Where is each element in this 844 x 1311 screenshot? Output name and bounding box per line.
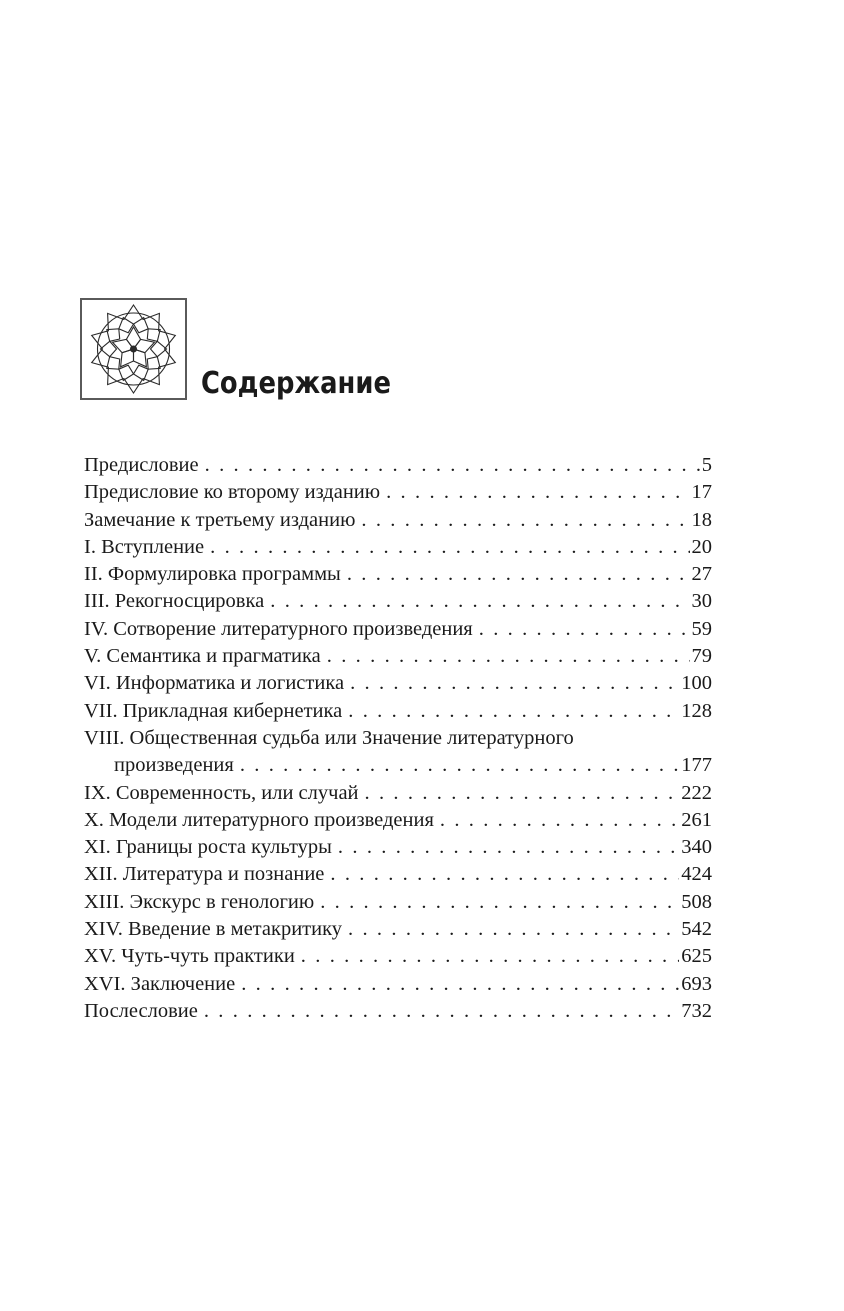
- toc-entry-title: XIV. Введение в метакритику: [84, 918, 343, 941]
- toc-page-number: 177: [681, 754, 712, 777]
- toc-entry-title: V. Семантика и прагматика: [84, 645, 321, 668]
- dot-leader: [332, 834, 679, 861]
- toc-entry[interactable]: [84, 807, 712, 834]
- toc-entry-title: IV. Сотворение литературного произведения: [84, 617, 473, 640]
- toc-page-number: 100: [681, 672, 712, 695]
- dot-leader: [314, 889, 679, 916]
- toc-entry-title: Замечание к третьему изданию: [84, 508, 356, 531]
- toc-entry-title: VI. Информатика и логистика: [84, 672, 345, 695]
- toc-entry[interactable]: [84, 834, 712, 861]
- toc-entry-title: Предисловие ко второму изданию: [84, 481, 381, 504]
- ornament-graphic: [82, 300, 185, 398]
- dot-leader: [434, 807, 679, 834]
- toc-page-number: 625: [681, 945, 712, 968]
- toc-entry-title: XII. Литература и познание: [84, 863, 325, 886]
- toc-entry[interactable]: [84, 889, 712, 916]
- toc-entry[interactable]: [84, 588, 712, 615]
- ornament-rhombus: [134, 365, 149, 380]
- toc-page-number: 542: [681, 918, 712, 941]
- dot-leader: [473, 616, 690, 643]
- toc-entry-title: Предисловие: [84, 454, 199, 476]
- toc-entry-title: XV. Чуть-чуть практики: [84, 945, 295, 968]
- toc-page-number: 5: [701, 454, 712, 476]
- toc-page-number: 340: [681, 836, 712, 859]
- toc-page-number: 508: [681, 890, 712, 913]
- toc-entry-title-line2: произведения: [114, 754, 234, 777]
- toc-page-number: 693: [681, 972, 712, 995]
- dot-leader: [341, 561, 690, 588]
- toc-page-number: 261: [681, 808, 712, 831]
- toc-entry[interactable]: [84, 725, 712, 780]
- toc-entry[interactable]: [84, 561, 712, 588]
- toc-page-number: 732: [681, 999, 712, 1022]
- toc-entry[interactable]: [84, 616, 712, 643]
- toc-entry-title: XIII. Экскурс в генологию: [84, 890, 315, 913]
- toc-entry-title: II. Формулировка программы: [84, 563, 341, 586]
- dot-leader: [264, 588, 689, 615]
- dot-leader: [198, 998, 679, 1025]
- toc-entry-title: XI. Границы роста культуры: [84, 836, 332, 859]
- dot-leader: [355, 507, 689, 534]
- toc-page-number: 424: [681, 863, 712, 886]
- toc-page-number: 128: [681, 699, 712, 722]
- toc-entry[interactable]: [84, 698, 712, 725]
- toc-page-number: 79: [691, 645, 712, 668]
- toc-entry[interactable]: [84, 861, 712, 888]
- toc-entry[interactable]: [84, 507, 712, 534]
- toc-entry-title: X. Модели литературного произведения: [84, 808, 434, 831]
- dot-leader: [235, 971, 679, 998]
- table-of-contents: [84, 452, 712, 1025]
- toc-entry[interactable]: [84, 971, 712, 998]
- toc-entry-title: XVI. Заключение: [84, 972, 236, 995]
- dot-leader: [342, 698, 679, 725]
- toc-entry[interactable]: [84, 479, 712, 506]
- toc-page-number: 20: [691, 535, 712, 558]
- toc-entry[interactable]: [84, 534, 712, 561]
- dot-leader: [295, 943, 679, 970]
- toc-entry[interactable]: [84, 670, 712, 697]
- toc-entry-title: VII. Прикладная кибернетика: [84, 699, 343, 722]
- toc-entry-title: Послесловие: [84, 999, 198, 1022]
- toc-page-number: 27: [691, 563, 712, 586]
- toc-entry[interactable]: [84, 943, 712, 970]
- dot-leader: [321, 643, 690, 670]
- toc-entry-title: IX. Современность, или случай: [84, 781, 359, 804]
- toc-entry[interactable]: [84, 998, 712, 1025]
- dot-leader: [359, 780, 680, 807]
- dot-leader: [204, 534, 689, 561]
- dot-leader: [234, 752, 679, 779]
- toc-entry-continuation: [84, 752, 712, 779]
- toc-page-number: 59: [691, 617, 712, 640]
- toc-page-number: 17: [691, 481, 712, 504]
- toc-page-number: 222: [681, 781, 712, 804]
- ornament-rhombus: [119, 365, 134, 380]
- toc-entry[interactable]: [84, 916, 712, 943]
- toc-entry-title-line1: VIII. Общественная судьба или Значение литературного: [84, 726, 574, 749]
- toc-entry[interactable]: [84, 452, 712, 479]
- dot-leader: [344, 670, 679, 697]
- dot-leader: [380, 479, 689, 506]
- toc-page-number: 18: [691, 508, 712, 531]
- toc-entry-title: III. Рекогносцировка: [84, 590, 265, 613]
- toc-entry-title: I. Вступление: [84, 535, 205, 558]
- page-title: Содержание: [201, 366, 391, 401]
- toc-entry[interactable]: [84, 780, 712, 807]
- dot-leader: [324, 861, 679, 888]
- toc-entry[interactable]: [84, 643, 712, 670]
- dot-leader: [199, 452, 700, 479]
- toc-page-number: 30: [691, 590, 712, 613]
- dot-leader: [342, 916, 679, 943]
- star-mosaic-ornament-icon: [80, 298, 187, 400]
